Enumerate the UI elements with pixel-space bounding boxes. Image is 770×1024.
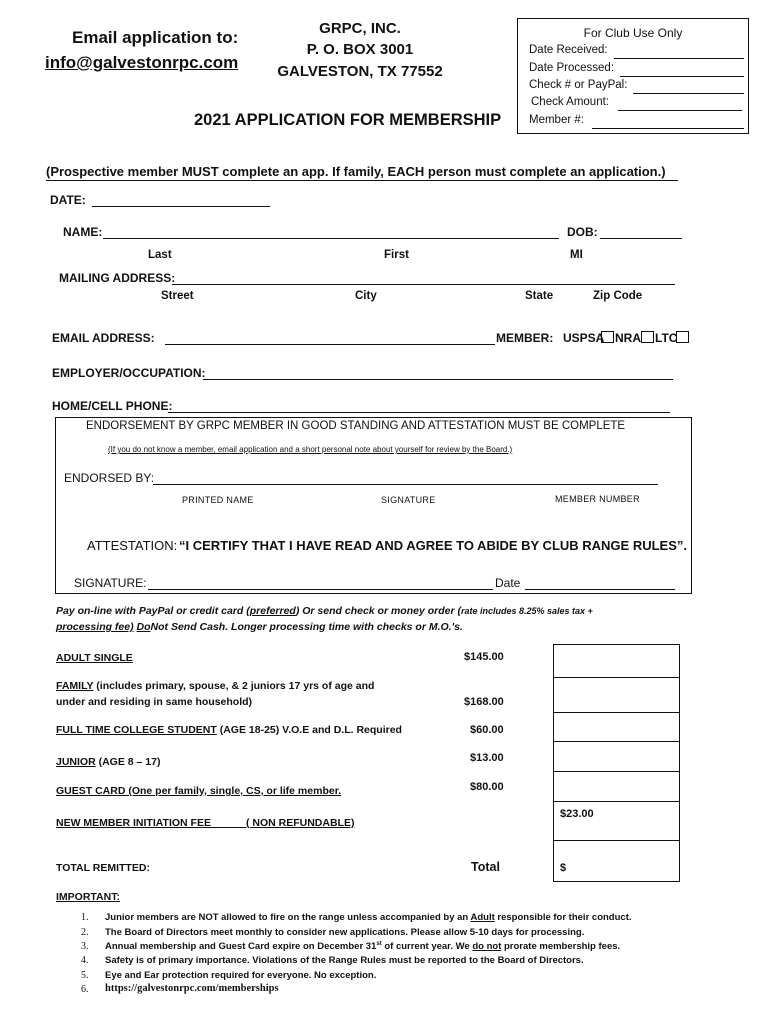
club-use-heading: For Club Use Only	[583, 26, 683, 40]
printed-name-caption: PRINTED NAME	[182, 495, 254, 505]
payment-text-c: Not Send Cash. Longer processing time with checks or M.O.'s.	[150, 621, 463, 633]
club-use-box	[517, 18, 749, 134]
uspsa-label: USPSA	[563, 331, 605, 345]
note-5-text: Eye and Ear protection required for everyone. No exception.	[105, 970, 377, 981]
nra-label: NRA	[615, 331, 641, 345]
fee-family-desc: (includes primary, spouse, & 2 juniors 17 yrs of age and	[93, 680, 375, 692]
club-check-paypal-line[interactable]	[633, 93, 744, 94]
ltc-label: LTC	[655, 331, 678, 345]
phone-label: HOME/CELL PHONE:	[52, 399, 173, 413]
endorsement-box	[55, 417, 692, 594]
state-caption: State	[525, 290, 554, 302]
fee-box-junior[interactable]	[553, 741, 680, 772]
club-date-received-line[interactable]	[614, 58, 744, 59]
endorsed-by-field[interactable]	[153, 484, 658, 485]
endorsement-note: (If you do not know a member, email application and a short personal note about yourself for review by the Board.)	[108, 445, 513, 454]
name-mi-caption: MI	[570, 249, 583, 261]
phone-field[interactable]	[168, 412, 670, 413]
note-1-number: 1.	[81, 912, 89, 923]
name-field[interactable]	[103, 238, 559, 239]
note-3-mid: of current year. We	[381, 941, 473, 953]
note-1-text	[105, 912, 632, 923]
fee-family-label: FAMILY	[56, 680, 94, 692]
name-label: NAME:	[63, 225, 103, 239]
endorsed-by-label: ENDORSED BY:	[64, 471, 155, 485]
note-2-text: The Board of Directors meet monthly to consider new applications. Please allow 5-10 days for processing.	[105, 927, 585, 938]
fee-box-total[interactable]	[553, 840, 680, 882]
club-check-amount-line[interactable]	[618, 110, 742, 111]
note-3-do-not: do not	[472, 941, 502, 953]
club-member-number: Member #:	[529, 114, 584, 126]
org-po-box: P. O. BOX 3001	[306, 41, 414, 58]
payment-text-b: ) Or send check or money order (	[295, 605, 461, 617]
email-application-label: Email application to:	[72, 28, 239, 47]
mailing-address-field[interactable]	[172, 284, 675, 285]
notice-underline	[46, 180, 678, 181]
dob-field[interactable]	[600, 238, 682, 239]
club-date-processed-line[interactable]	[620, 76, 744, 77]
attestation-text: “I CERTIFY THAT I HAVE READ AND AGREE TO ABIDE BY CLUB RANGE RULES”.	[179, 538, 687, 553]
note-2-number: 2.	[81, 927, 89, 938]
employer-field[interactable]	[203, 379, 673, 380]
street-caption: Street	[161, 290, 194, 302]
fee-initiation-amount: $23.00	[560, 808, 594, 820]
note-1-pre: Junior members are NOT allowed to fire on the range unless accompanied by an	[105, 912, 471, 923]
fee-family-amount: $168.00	[464, 696, 504, 708]
note-3-sup: st	[376, 941, 382, 947]
attestation-label: ATTESTATION:	[87, 538, 178, 553]
memberships-url-link[interactable]: https://galvestonrpc.com/memberships	[105, 983, 279, 994]
note-5-number: 5.	[81, 970, 89, 981]
payment-do: Do	[136, 621, 151, 633]
fee-family	[56, 680, 374, 692]
city-caption: City	[355, 290, 377, 302]
signature-caption: SIGNATURE	[381, 495, 436, 505]
date-field[interactable]	[92, 206, 270, 207]
fee-initiation	[56, 817, 354, 829]
prospective-notice: (Prospective member MUST complete an app. If family, EACH person must complete an application.)	[46, 164, 666, 179]
note-4-text: Safety is of primary importance. Violations of the Range Rules must be reported to the Board of Directors.	[105, 955, 584, 966]
fee-guest-card	[56, 785, 341, 797]
note-1-adult: Adult	[470, 912, 495, 923]
endorsement-heading: ENDORSEMENT BY GRPC MEMBER IN GOOD STANDING AND ATTESTATION MUST BE COMPLETE	[86, 420, 626, 432]
signature-field[interactable]	[148, 589, 493, 590]
note-1-post: responsible for their conduct.	[494, 912, 632, 923]
fee-college-student	[56, 724, 402, 736]
fee-family-desc-line2: under and residing in same household)	[56, 696, 253, 708]
total-dollar-sign: $	[560, 862, 567, 874]
fee-college-desc: (AGE 18-25) V.O.E and D.L. Required	[216, 724, 402, 736]
signature-date-field[interactable]	[525, 589, 675, 590]
fee-junior-label: JUNIOR	[56, 756, 96, 768]
fee-adult-single	[56, 652, 133, 664]
mailing-address-label: MAILING ADDRESS:	[59, 271, 176, 285]
note-6-number: 6.	[81, 984, 89, 995]
note-4-number: 4.	[81, 955, 89, 966]
payment-rate-note: rate includes 8.25% sales tax +	[460, 606, 593, 616]
club-check-paypal: Check # or PayPal:	[529, 79, 628, 91]
name-first-caption: First	[384, 249, 409, 261]
payment-processing-fee: processing fee)	[56, 621, 134, 633]
fee-initiation-label: NEW MEMBER INITIATION FEE ( NON REFUNDABLE)	[56, 817, 355, 829]
note-3-post: prorate membership fees.	[501, 941, 621, 953]
important-heading: IMPORTANT:	[56, 891, 120, 903]
page-title: 2021 APPLICATION FOR MEMBERSHIP	[194, 111, 502, 129]
org-city: GALVESTON, TX 77552	[277, 63, 443, 80]
signature-date-label: Date	[495, 576, 521, 590]
fee-guest-card-amount: $80.00	[470, 781, 504, 793]
employer-label: EMPLOYER/OCCUPATION:	[52, 366, 206, 380]
fee-junior-amount: $13.00	[470, 752, 504, 764]
payment-preferred: preferred	[249, 605, 296, 617]
ltc-checkbox[interactable]	[676, 331, 689, 343]
date-label: DATE:	[50, 193, 86, 207]
note-3-pre: Annual membership and Guest Card expire on December 31	[105, 941, 377, 953]
fee-box-family[interactable]	[553, 677, 680, 713]
email-address-field[interactable]	[165, 344, 495, 345]
member-number-caption: MEMBER NUMBER	[555, 494, 640, 504]
fee-guest-card-label: GUEST CARD (One per family, single, CS, or life member.	[56, 785, 342, 797]
payment-text-a: Pay on-line with PayPal or credit card (	[56, 605, 250, 617]
signature-label: SIGNATURE:	[74, 576, 147, 590]
zip-caption: Zip Code	[593, 290, 643, 302]
fee-box-college[interactable]	[553, 712, 680, 742]
total-remitted-label: TOTAL REMITTED:	[56, 862, 150, 874]
payment-instructions-line2	[56, 621, 463, 633]
fee-box-adult[interactable]	[553, 644, 680, 678]
club-check-amount: Check Amount:	[531, 96, 609, 108]
fee-college-amount: $60.00	[470, 724, 504, 736]
fee-adult-single-amount: $145.00	[464, 651, 504, 663]
note-3-text	[105, 941, 620, 952]
name-last-caption: Last	[148, 249, 172, 261]
club-date-processed: Date Processed:	[529, 62, 615, 74]
nra-checkbox[interactable]	[641, 331, 654, 343]
payment-instructions-line1	[56, 605, 593, 617]
total-label: Total	[471, 860, 500, 874]
email-address-link[interactable]: info@galvestonrpc.com	[45, 53, 239, 72]
club-date-received: Date Received:	[529, 44, 608, 56]
org-name: GRPC, INC.	[319, 20, 401, 37]
fee-adult-single-label: ADULT SINGLE	[56, 652, 133, 664]
fee-box-initiation	[553, 801, 680, 841]
fee-college-label: FULL TIME COLLEGE STUDENT	[56, 724, 217, 736]
fee-box-guest[interactable]	[553, 771, 680, 802]
email-address-label: EMAIL ADDRESS:	[52, 331, 155, 345]
uspsa-checkbox[interactable]	[601, 331, 614, 343]
member-label: MEMBER:	[496, 331, 554, 345]
fee-junior-desc: (AGE 8 – 17)	[95, 756, 161, 768]
note-3-number: 3.	[81, 941, 89, 952]
club-member-number-line[interactable]	[592, 128, 744, 129]
dob-label: DOB:	[567, 225, 598, 239]
fee-junior	[56, 756, 160, 768]
